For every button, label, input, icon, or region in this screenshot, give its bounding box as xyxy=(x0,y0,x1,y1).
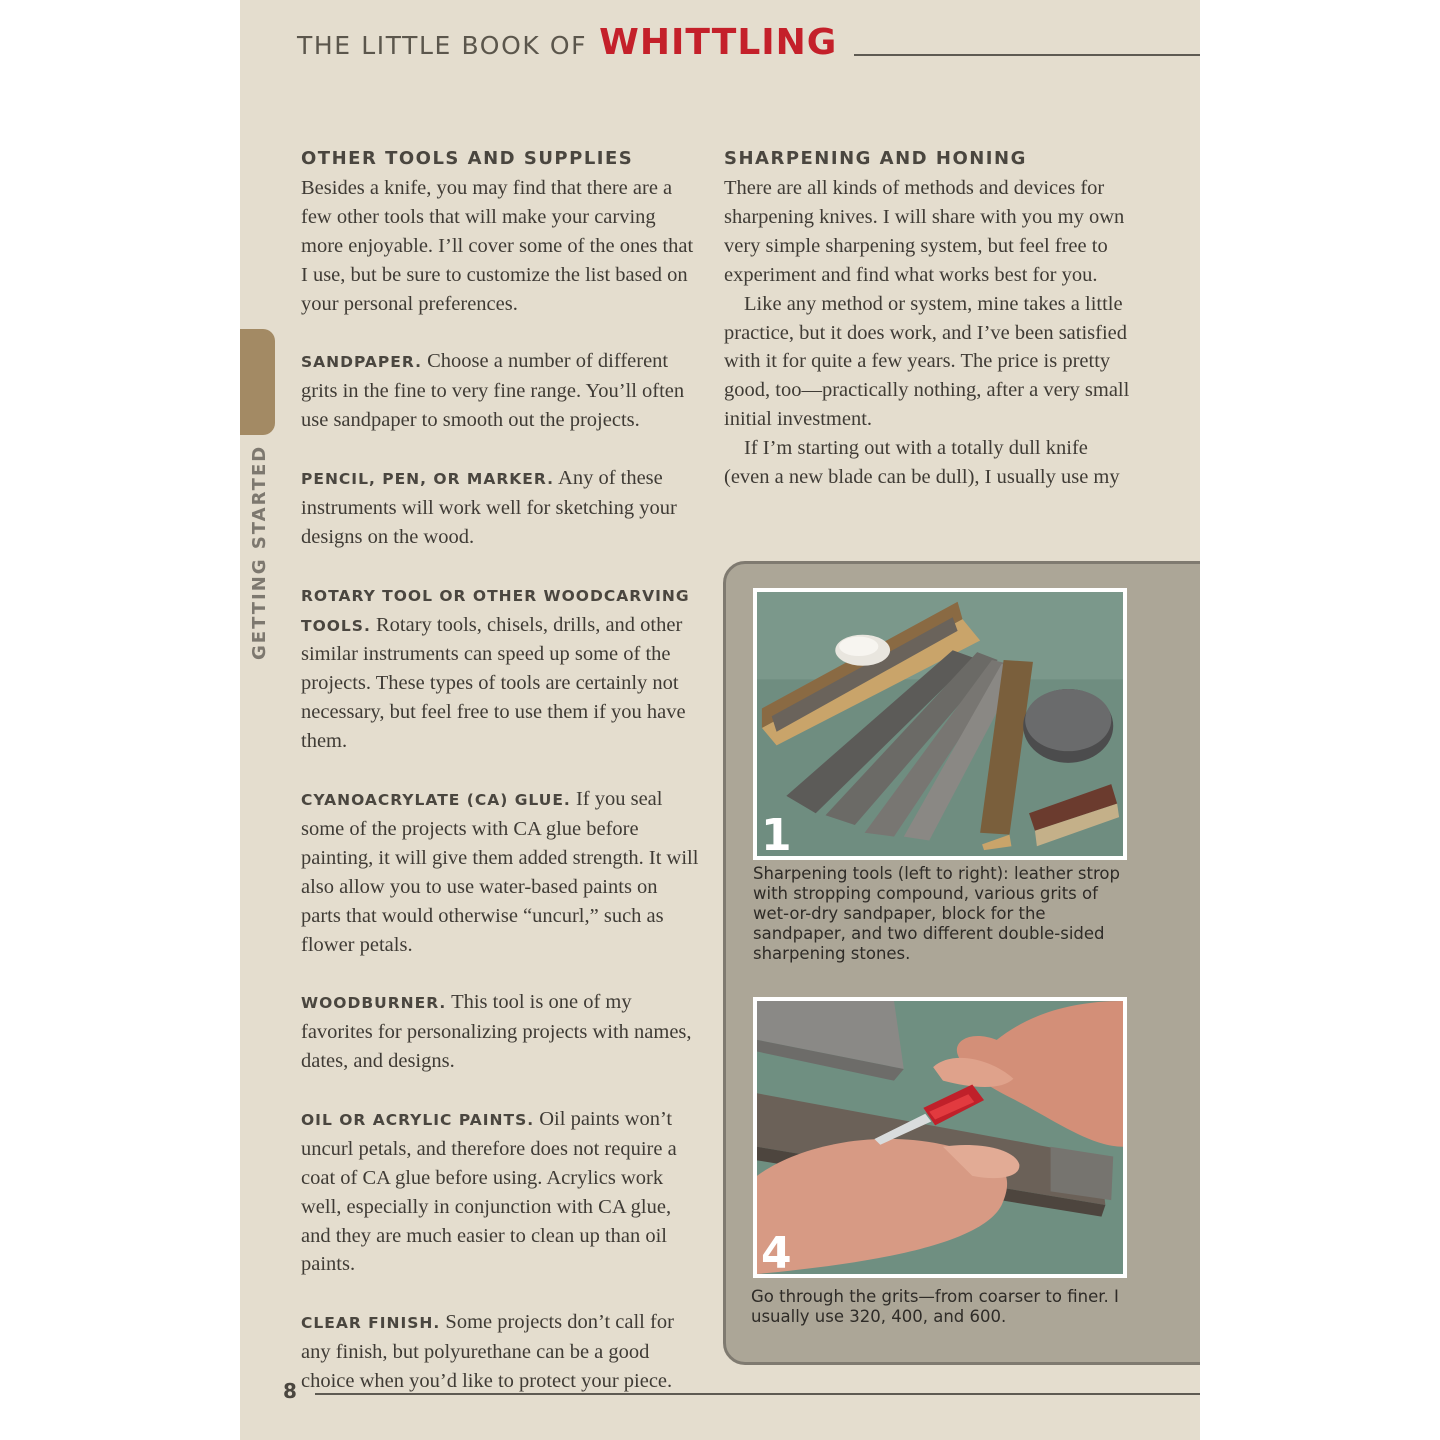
item-paints xyxy=(301,1105,701,1279)
section-heading-sharpening: SHARPENING AND HONING xyxy=(724,148,1027,169)
chapter-label: GETTING STARTED xyxy=(249,444,270,660)
sharpening-demo-photo xyxy=(753,997,1127,1278)
sharpening-paragraph-3: If I’m starting out with a totally dull knife (even a new blade can be dull), I usually use my xyxy=(724,437,1120,489)
item-ca-glue xyxy=(301,785,701,959)
item-text: If you seal some of the projects with CA glue before painting, it will give them added strength. It will also allow you to use water-based paints on parts that would otherwise “uncurl,” such as flower petals. xyxy=(301,787,699,956)
photo-caption: Go through the grits—from coarser to finer. I usually use 320, 400, and 600. xyxy=(751,1287,1119,1326)
item-lead: ROTARY TOOL OR OTHER WOODCARVING TOOLS. xyxy=(301,586,690,635)
header-prefix: THE LITTLE BOOK OF xyxy=(297,31,588,60)
photo-sidebar xyxy=(723,561,1200,1365)
item-lead: PENCIL, PEN, OR MARKER. xyxy=(301,470,555,489)
photo-caption: Sharpening tools (left to right): leather strop with stropping compound, various grits of wet-or-dry sandpaper, block for the sandpaper, and two different double-sided sharpening stones. xyxy=(753,864,1120,963)
sharpening-paragraph-1: There are all kinds of methods and devices for sharpening knives. I will share with you my own very simple sharpening system, but feel free to experiment and find what works best for you. xyxy=(724,177,1125,286)
item-lead: SANDPAPER. xyxy=(301,353,422,372)
right-column xyxy=(724,144,1134,492)
item-pencil xyxy=(301,464,701,552)
step-number: 4 xyxy=(761,1228,792,1278)
item-rotary-tool xyxy=(301,581,701,756)
item-sandpaper xyxy=(301,347,701,435)
item-lead: WOODBURNER. xyxy=(301,994,447,1013)
section-heading-tools: OTHER TOOLS AND SUPPLIES xyxy=(301,148,634,169)
item-text: Some projects don’t call for any finish, but polyurethane can be a good choice when you’d like to protect your piece. xyxy=(301,1311,674,1393)
item-lead: OIL OR ACRYLIC PAINTS. xyxy=(301,1110,535,1129)
header-rule xyxy=(854,54,1200,56)
item-text: Any of these instruments will work well for sketching your designs on the wood. xyxy=(301,467,677,548)
item-lead: CLEAR FINISH. xyxy=(301,1314,441,1333)
running-header xyxy=(297,22,837,72)
item-text: Rotary tools, chisels, drills, and other similar instruments can speed up some of the projects. These types of tools are certainly not necessary, but feel free to use them if you have them. xyxy=(301,613,686,753)
book-title: WHITTLING xyxy=(599,22,838,63)
sharpening-paragraph-2: Like any method or system, mine takes a little practice, but it does work, and I’ve been satisfied with it for quite a few years. The price is pretty good, too—practically nothing, after a very small initial investment. xyxy=(724,292,1130,431)
left-column xyxy=(301,144,701,1396)
item-lead: CYANOACRYLATE (CA) GLUE. xyxy=(301,790,571,809)
item-text: Choose a number of different grits in the fine to very fine range. You’ll often use sandpaper to smooth out the projects. xyxy=(301,350,685,432)
page-number: 8 xyxy=(283,1379,297,1403)
knife-sharpening-illustration xyxy=(757,1001,1123,1274)
sharpening-tools-illustration xyxy=(757,592,1123,856)
item-text: Oil paints won’t uncurl petals, and therefore does not require a coat of CA glue before using. Acrylics work well, especially in conjunction with CA glue, and they are much easier to clean up than oil paints. xyxy=(301,1107,677,1276)
step-number: 1 xyxy=(761,810,792,860)
book-page xyxy=(240,0,1200,1440)
item-woodburner xyxy=(301,988,701,1076)
item-clear-finish xyxy=(301,1308,701,1396)
item-text: This tool is one of my favorites for personalizing projects with names, dates, and designs. xyxy=(301,991,692,1073)
footer-rule xyxy=(315,1393,1200,1395)
sharpening-tools-photo xyxy=(753,588,1127,860)
intro-paragraph: Besides a knife, you may find that there are a few other tools that will make your carving more enjoyable. I’ll cover some of the ones that I use, but be sure to customize the list based on your personal preferences. xyxy=(301,177,694,315)
